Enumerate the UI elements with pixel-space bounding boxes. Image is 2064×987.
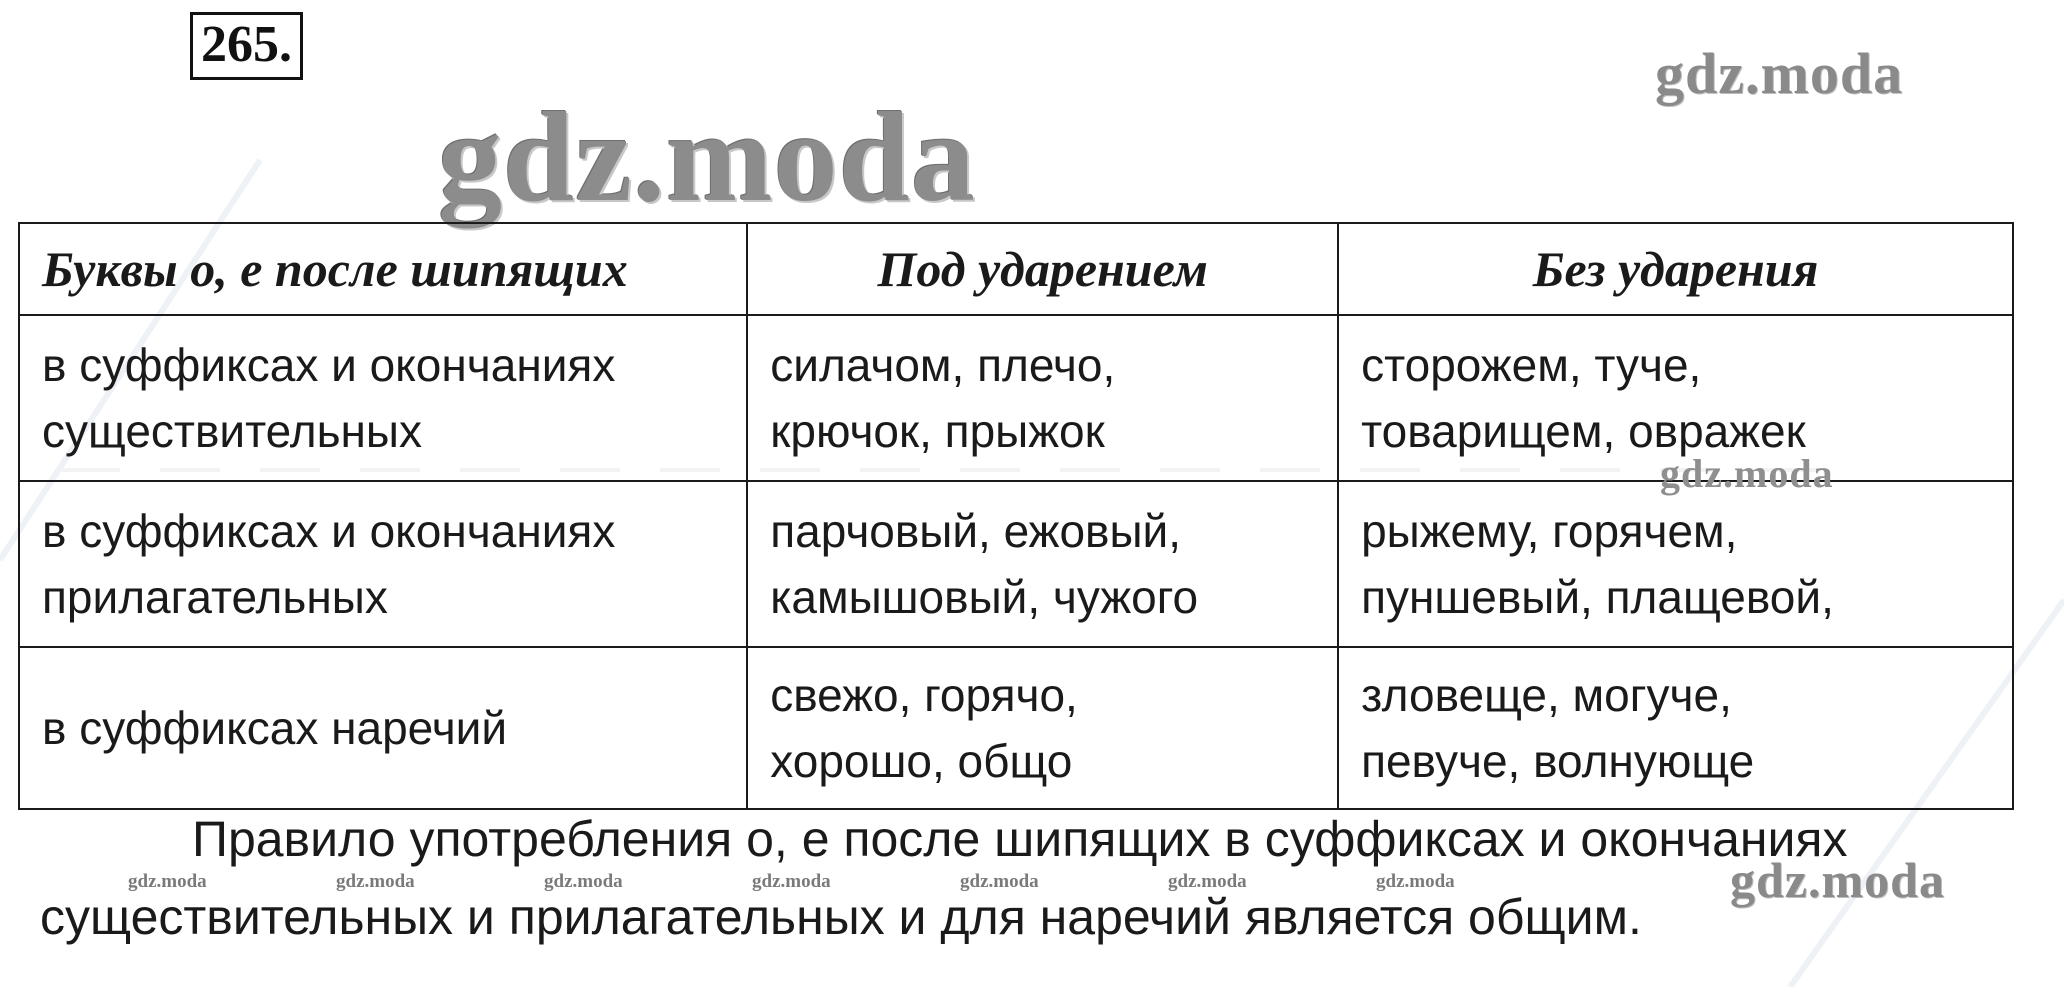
stressed-cell: [747, 647, 1338, 809]
cell-text: рыжему, горячем,: [1361, 505, 1738, 557]
spelling-rule-table: [18, 222, 2014, 810]
cell-text: товарищем, овражек: [1361, 405, 1806, 457]
cell-text: парчовый, ежовый,: [770, 505, 1182, 557]
cell-text: певуче, волнующе: [1361, 735, 1755, 787]
cell-text: камышовый, чужого: [770, 571, 1199, 623]
watermark-small: gdz.moda: [960, 871, 1039, 892]
table-row: [19, 647, 2013, 809]
cell-text: сторожем, туче,: [1361, 339, 1702, 391]
category-cell: [19, 647, 747, 809]
exercise-number: 265.: [190, 12, 303, 80]
watermark-large: gdz.moda: [438, 86, 976, 228]
watermark-small: gdz.moda: [1376, 871, 1455, 892]
watermark-small: gdz.moda: [336, 871, 415, 892]
conclusion-line: Правило употребления о, е после шипящих в суффиксах и окончаниях: [192, 811, 1848, 867]
table-row: [19, 481, 2013, 647]
cell-text: в суффиксах и окончаниях: [42, 339, 616, 391]
stressed-cell: [747, 315, 1338, 481]
watermark-bottom-right: gdz.moda: [1730, 852, 1945, 908]
cell-text: крючок, прыжок: [770, 405, 1105, 457]
header-unstressed: Без ударения: [1338, 223, 2013, 315]
unstressed-cell: [1338, 647, 2013, 809]
watermark-small: gdz.moda: [752, 871, 831, 892]
cell-text: зловеще, могуче,: [1361, 669, 1732, 721]
category-cell: [19, 481, 747, 647]
watermark-small: gdz.moda: [128, 871, 207, 892]
watermark-middle: gdz.moda: [1660, 451, 1834, 496]
watermark-top-right: gdz.moda: [1655, 41, 1904, 106]
category-cell: [19, 315, 747, 481]
header-letters: Буквы о, е после шипящих: [19, 223, 747, 315]
table-header-row: [19, 223, 2013, 315]
header-stressed: Под ударением: [747, 223, 1338, 315]
cell-text: существительных: [42, 405, 422, 457]
cell-text: в суффиксах наречий: [42, 702, 508, 754]
cell-text: силачом, плечо,: [770, 339, 1116, 391]
conclusion-line: существительных и прилагательных и для наречий является общим.: [40, 889, 1642, 945]
cell-text: хорошо, общо: [770, 735, 1073, 787]
stressed-cell: [747, 481, 1338, 647]
small-watermark-row: [128, 871, 1528, 893]
cell-text: пуншевый, плащевой,: [1361, 571, 1834, 623]
cell-text: в суффиксах и окончаниях: [42, 505, 616, 557]
unstressed-cell: [1338, 481, 2013, 647]
cell-text: свежо, горячо,: [770, 669, 1078, 721]
watermark-small: gdz.moda: [1168, 871, 1247, 892]
cell-text: прилагательных: [42, 571, 388, 623]
watermark-small: gdz.moda: [544, 871, 623, 892]
